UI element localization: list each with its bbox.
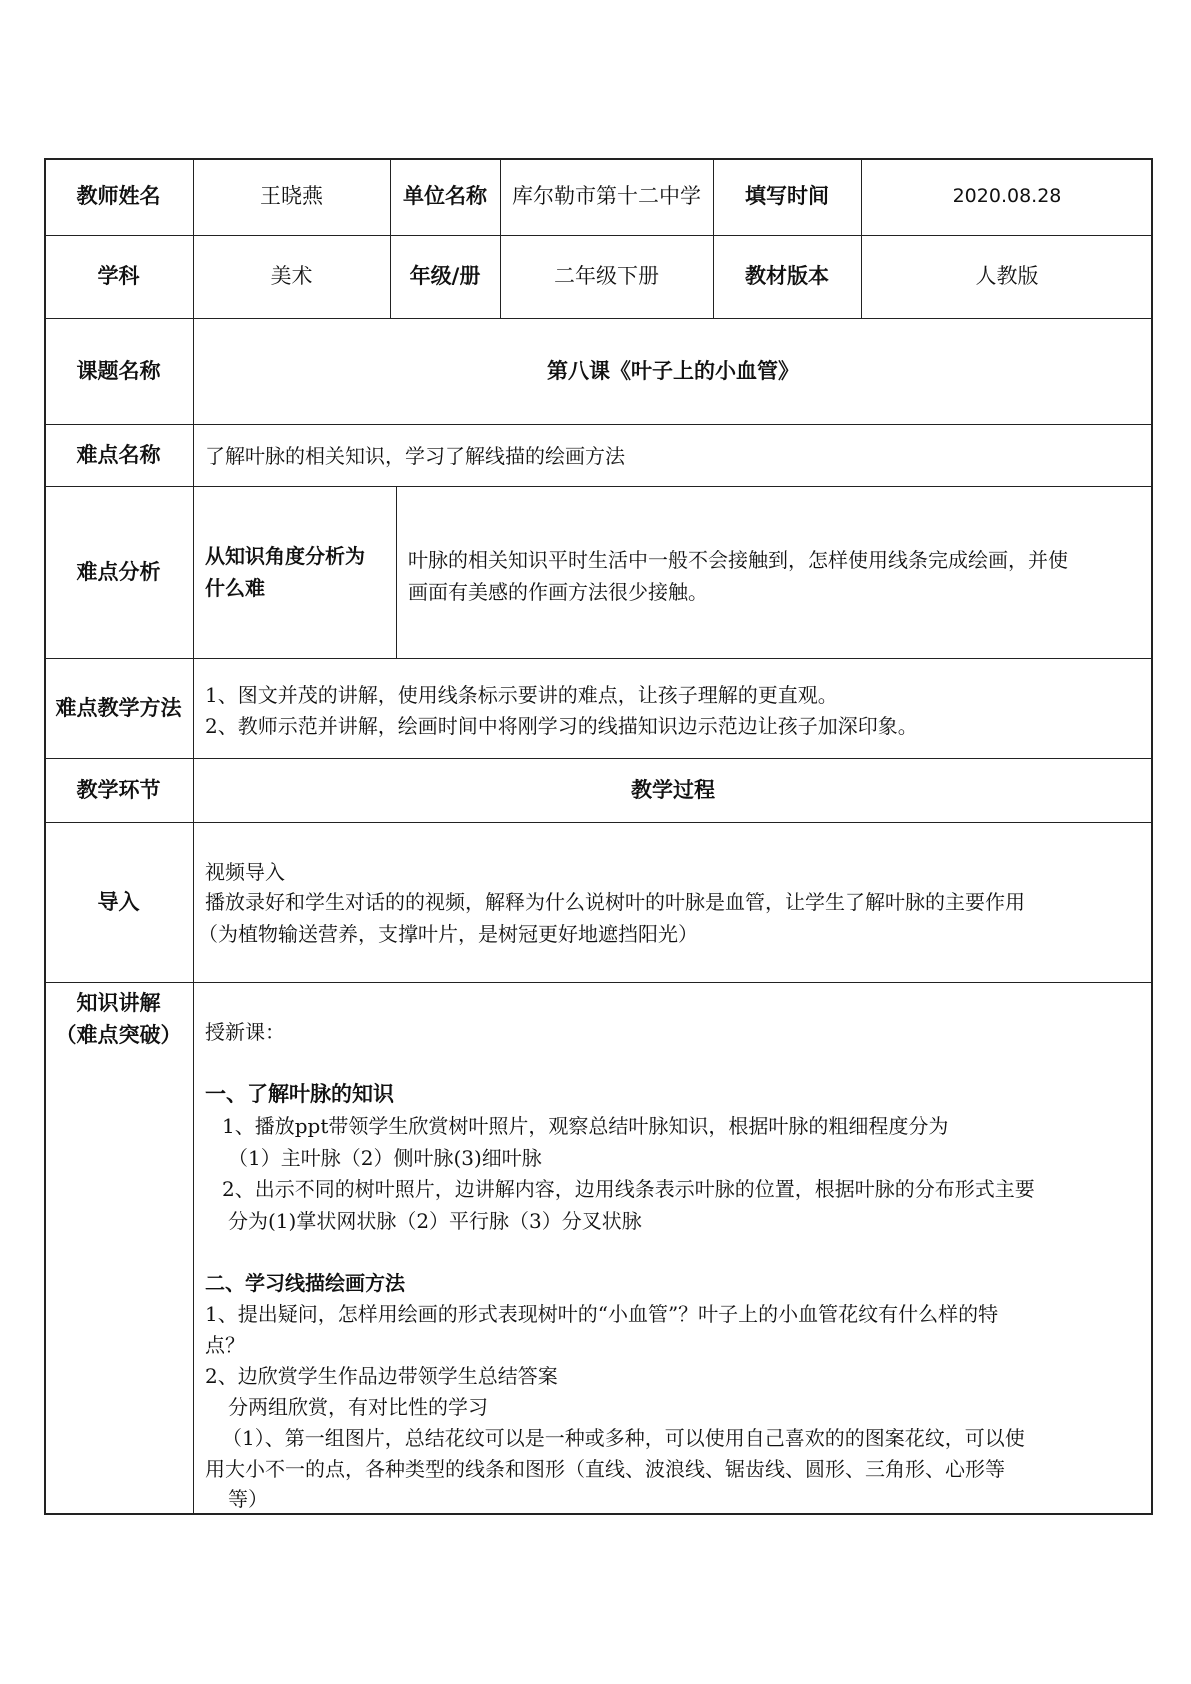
teaching-process-label: 教学过程 (631, 777, 715, 802)
grade-value: 二年级下册 (554, 264, 659, 289)
teacher-name-label: 教师姓名 (76, 184, 161, 209)
method-line: 2、教师示范并讲解，绘画时间中将刚学习的线描知识边示范边让孩子加深印象。 (205, 714, 918, 738)
method-line: 1、图文并茂的讲解，使用线条标示要讲的难点，让孩子理解的更直观。 (205, 683, 838, 707)
subject-value: 美术 (270, 264, 313, 289)
section-1-line: 分为(1)掌状网状脉（2）平行脉（3）分叉状脉 (228, 1209, 642, 1233)
unit-name-label: 单位名称 (403, 184, 487, 209)
new-lesson-text: 授新课： (205, 1020, 285, 1044)
edition-value: 人教版 (975, 264, 1039, 289)
lesson-title-value: 第八课《叶子上的小血管》 (547, 358, 799, 383)
teaching-method-label: 难点教学方法 (55, 695, 182, 720)
section-2-line: 1、提出疑问，怎样用绘画的形式表现树叶的“小血管”？叶子上的小血管花纹有什么样的特 (205, 1302, 999, 1326)
teacher-name-value: 王晓燕 (260, 184, 323, 209)
fill-date-label: 填写时间 (745, 184, 829, 209)
row-divider (44, 982, 1153, 983)
section-1-line: （1）主叶脉（2）侧叶脉(3)细叶脉 (228, 1146, 542, 1170)
column-divider (396, 486, 397, 658)
section-2-line: （1）、第一组图片，总结花纹可以是一种或多种，可以使用自己喜欢的的图案花纹，可以使 (222, 1426, 1025, 1450)
row-divider (44, 658, 1153, 659)
analysis-line: 叶脉的相关知识平时生活中一般不会接触到，怎样使用线条完成绘画，并使 (408, 548, 1068, 572)
row-divider (44, 424, 1153, 425)
difficulty-analysis-label: 难点分析 (76, 559, 161, 584)
section-2-line: 2、边欣赏学生作品边带领学生总结答案 (205, 1364, 558, 1388)
fill-date-value: 2020.08.28 (952, 184, 1062, 207)
unit-name-value: 库尔勒市第十二中学 (512, 184, 701, 209)
intro-line: 视频导入 (205, 860, 285, 884)
intro-line: 播放录好和学生对话的的视频，解释为什么说树叶的叶脉是血管，让学生了解叶脉的主要作用 (205, 890, 1025, 914)
section-1-title: 一、了解叶脉的知识 (205, 1082, 394, 1106)
knowledge-label: 知识讲解 (76, 990, 161, 1015)
knowledge-sublabel: （难点突破） (55, 1022, 182, 1047)
intro-label: 导入 (97, 889, 140, 914)
section-2-title: 二、学习线描绘画方法 (205, 1271, 405, 1295)
difficulty-name-label: 难点名称 (76, 442, 161, 467)
section-2-line: 等） (228, 1487, 268, 1511)
row-divider (44, 822, 1153, 823)
subject-label: 学科 (97, 264, 140, 289)
analysis-line: 画面有美感的作画方法很少接触。 (408, 580, 708, 604)
grade-label: 年级/册 (409, 264, 481, 289)
section-1-line: 2、出示不同的树叶照片，边讲解内容，边用线条表示叶脉的位置，根据叶脉的分布形式主要 (222, 1177, 1035, 1201)
section-2-line: 用大小不一的点，各种类型的线条和图形（直线、波浪线、锯齿线、圆形、三角形、心形等 (205, 1457, 1005, 1481)
section-2-line: 分两组欣赏，有对比性的学习 (228, 1395, 488, 1419)
intro-line: （为植物输送营养，支撑叶片，是树冠更好地遮挡阳光） (198, 922, 698, 946)
teaching-stage-label: 教学环节 (76, 777, 161, 802)
lesson-title-label: 课题名称 (76, 358, 161, 383)
section-1-line: 1、播放ppt带领学生欣赏树叶照片，观察总结叶脉知识，根据叶脉的粗细程度分为 (222, 1114, 949, 1138)
section-2-line: 点？ (205, 1333, 245, 1357)
analysis-sub-label: 从知识角度分析为什么难 (205, 544, 365, 600)
difficulty-name-value: 了解叶脉的相关知识，学习了解线描的绘画方法 (205, 444, 625, 468)
edition-label: 教材版本 (745, 264, 829, 289)
